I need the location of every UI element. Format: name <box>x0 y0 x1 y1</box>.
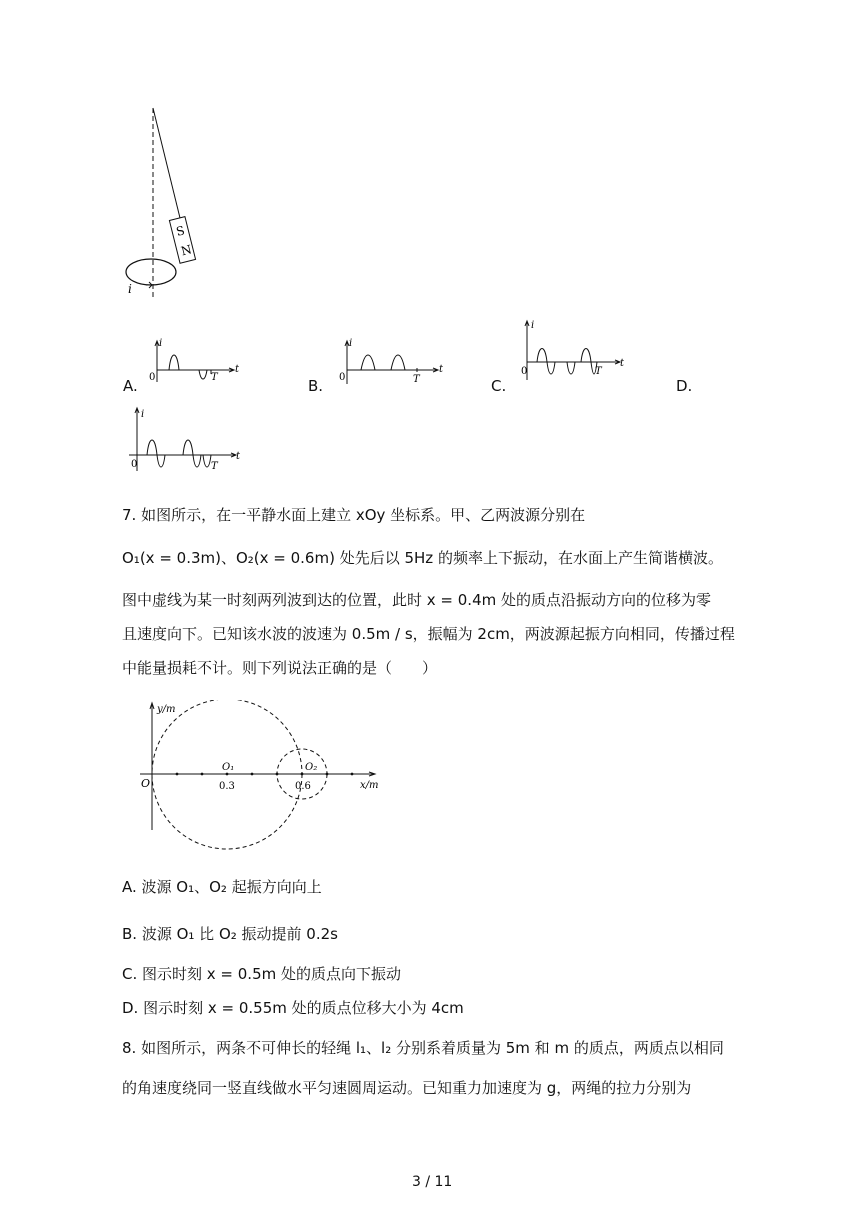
q7-option-c[interactable]: C. 图示时刻 x = 0.5m 处的质点向下振动 <box>122 965 401 983</box>
wave-circles-figure <box>135 700 385 855</box>
svg-text:t: t <box>236 451 241 462</box>
page-number: 3 / 11 <box>412 1174 453 1190</box>
y-axis-label: y/m <box>157 704 176 715</box>
q7-line-3: 图中虚线为某一时刻两列波到达的位置，此时 x = 0.4m 处的质点沿振动方向的位移为零 <box>122 591 711 609</box>
x-axis-label: x/m <box>360 780 379 791</box>
magnet-s-label: S <box>174 223 187 239</box>
origin-label: O <box>141 777 151 790</box>
pendulum-magnet-figure <box>110 100 220 305</box>
q7-option-b[interactable]: B. 波源 O₁ 比 O₂ 振动提前 0.2s <box>122 925 338 943</box>
option-a-label[interactable]: A. <box>123 377 138 395</box>
svg-text:t: t <box>620 358 625 369</box>
option-b-label[interactable]: B. <box>308 377 324 395</box>
coil-ring <box>126 259 176 285</box>
tick-03-label: 0.3 <box>219 781 235 792</box>
option-c-graph <box>515 318 630 388</box>
q8-line-2: 的角速度绕同一竖直线做水平匀速圆周运动。已知重力加速度为 g，两绳的拉力分别为 <box>122 1079 692 1097</box>
pendulum-string <box>153 108 180 218</box>
svg-text:T: T <box>413 374 420 385</box>
svg-text:i: i <box>159 338 163 349</box>
svg-text:0: 0 <box>131 459 138 470</box>
q7-option-a[interactable]: A. 波源 O₁、O₂ 起振方向向上 <box>122 878 322 896</box>
option-a-graph <box>145 338 245 390</box>
q7-line-1: 7. 如图所示，在一平静水面上建立 xOy 坐标系。甲、乙两波源分别在 <box>122 506 586 524</box>
svg-text:0: 0 <box>339 372 346 383</box>
option-d-label[interactable]: D. <box>676 377 693 395</box>
option-c-label[interactable]: C. <box>491 377 507 395</box>
svg-text:T: T <box>211 461 218 472</box>
q7-line-4: 且速度向下。已知该水波的波速为 0.5m / s，振幅为 2cm，两波源起振方向相同，传播过程 <box>122 625 735 643</box>
svg-text:t: t <box>235 364 240 375</box>
svg-text:i: i <box>141 409 145 420</box>
tick-06-label: 0.6 <box>295 781 311 792</box>
q7-line-2: O₁(x = 0.3m)、O₂(x = 0.6m) 处先后以 5Hz 的频率上下振动，在水面上产生简谐横波。 <box>122 549 723 567</box>
svg-text:T: T <box>211 372 218 383</box>
svg-text:0: 0 <box>149 372 156 383</box>
o2-label: O₂ <box>305 762 318 773</box>
o1-label: O₁ <box>222 762 235 773</box>
svg-text:i: i <box>531 320 535 331</box>
svg-text:T: T <box>595 366 602 377</box>
q7-line-5: 中能量损耗不计。则下列说法正确的是（ ） <box>122 659 438 677</box>
magnet-n-label: N <box>179 242 194 259</box>
q8-line-1: 8. 如图所示，两条不可伸长的轻绳 l₁、l₂ 分别系着质量为 5m 和 m 的质点，两质点以相同 <box>122 1039 724 1057</box>
current-label: i <box>128 282 132 296</box>
svg-text:t: t <box>439 364 444 375</box>
option-d-graph <box>125 405 245 477</box>
current-arrow <box>146 282 152 288</box>
svg-text:i: i <box>349 338 353 349</box>
svg-text:0: 0 <box>521 366 528 377</box>
q7-option-d[interactable]: D. 图示时刻 x = 0.55m 处的质点位移大小为 4cm <box>122 999 464 1017</box>
option-b-graph <box>335 338 450 390</box>
